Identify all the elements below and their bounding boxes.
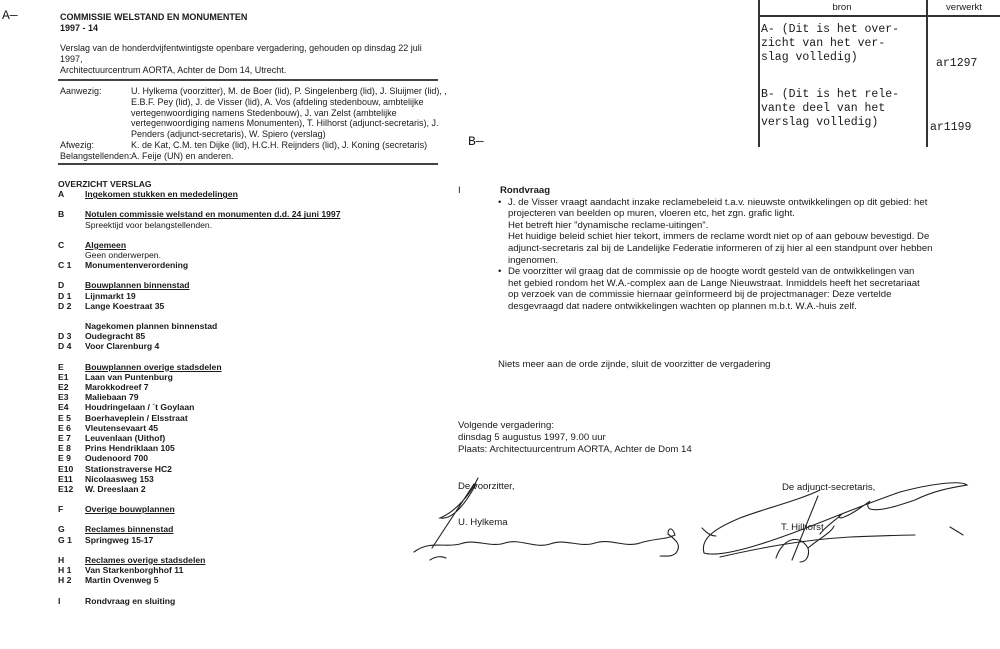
rondvraag-title: Rondvraag — [500, 185, 551, 196]
table-cell-processed: ar1199 — [930, 121, 972, 134]
overview-item-text: Van Starkenborghhof 11 — [85, 565, 184, 576]
source-table — [758, 0, 1000, 147]
rondvraag-section — [458, 185, 948, 313]
table-border — [926, 0, 928, 147]
document-description-1: Verslag van de honderdvijfentwintigste openbare vergadering, gehouden op dinsdag 22 juli 1997, — [60, 43, 422, 64]
attendance-value: A. Feije (UN) en anderen. — [131, 150, 234, 161]
overview-item-code — [58, 321, 85, 331]
attendance-row-absent — [60, 140, 450, 151]
attendance-value: K. de Kat, C.M. ten Dijke (lid), H.C.H. Reijnders (lid), J. Koning (secretaris) — [131, 139, 428, 150]
overview-item-code: E 5 — [58, 412, 71, 423]
overview-item-text: Bouwplannen overige stadsdelen — [85, 361, 222, 372]
overview-item-text: Marokkodreef 7 — [85, 382, 149, 393]
overview-item-code: H 2 — [58, 575, 72, 586]
overview-item-code: D 2 — [58, 300, 72, 311]
overview-item-code: H — [58, 554, 65, 565]
overview-item-text: Prins Hendriklaan 105 — [85, 443, 175, 454]
rondvraag-code: I — [458, 185, 461, 196]
spacer — [58, 311, 438, 321]
overview-item-code: E12 — [58, 484, 74, 495]
overview-item — [58, 362, 438, 372]
attendance-list — [60, 86, 450, 162]
overview-item-text: Lijnmarkt 19 — [85, 290, 136, 301]
overview-item — [58, 596, 438, 606]
overview-item-code — [58, 220, 85, 230]
next-meeting-place: Plaats: Architectuurcentrum AORTA, Achter de Dom 14 — [458, 444, 692, 455]
overview-item-code: E 6 — [58, 422, 71, 433]
overview-item-code: G — [58, 524, 65, 535]
overview-item-text: Oudegracht 85 — [85, 331, 146, 342]
overview-item — [58, 504, 438, 514]
attendance-row-present — [60, 86, 450, 140]
overview-item — [58, 524, 438, 534]
overview-item — [58, 250, 438, 260]
chair-role: De voorzitter, — [458, 481, 515, 492]
secretary-name: T. Hilhorst — [781, 522, 824, 533]
spacer — [58, 230, 438, 240]
table-header-processed: verwerkt — [946, 2, 982, 13]
overview-item-code: E 7 — [58, 433, 71, 444]
overview-item-text: Reclames overige stadsdelen — [85, 554, 206, 565]
overview-item — [58, 240, 438, 250]
rondvraag-bullet — [498, 266, 948, 312]
overview-item-code: E3 — [58, 392, 69, 403]
overview-item — [58, 555, 438, 565]
document-title: COMMISSIE WELSTAND EN MONUMENTEN — [60, 12, 248, 22]
overview-item — [58, 565, 438, 575]
bullet-icon: • — [498, 266, 502, 278]
overview-item-code: E — [58, 361, 64, 372]
overview-item-code: E2 — [58, 382, 69, 393]
overview-item-text: Rondvraag en sluiting — [85, 595, 176, 606]
overview-item-code: D 1 — [58, 290, 72, 301]
overview-item-code: E 9 — [58, 453, 71, 464]
next-meeting-label: Volgende vergadering: — [458, 420, 555, 431]
overview-item-code: G 1 — [58, 534, 72, 545]
overview-item — [58, 321, 438, 331]
overview-item — [58, 220, 438, 230]
overview-item-text: Ingekomen stukken en mededelingen — [85, 189, 238, 200]
spacer — [58, 270, 438, 280]
overview-item — [58, 382, 438, 392]
overview-heading: OVERZICHT VERSLAG — [58, 179, 152, 189]
overview-item-code: E10 — [58, 463, 74, 474]
overview-item-code: B — [58, 209, 65, 220]
next-meeting — [458, 420, 692, 456]
overview-item-code: D 3 — [58, 331, 72, 342]
overview-item — [58, 209, 438, 219]
overview-item-text: Reclames binnenstad — [85, 524, 174, 535]
overview-item-text: Stationstraverse HC2 — [85, 463, 172, 474]
spacer — [58, 545, 438, 555]
overview-item-code: E4 — [58, 402, 69, 413]
overview-item — [58, 453, 438, 463]
overview-item-code: A — [58, 189, 65, 200]
overview-item-code: H 1 — [58, 565, 72, 576]
overview-item-text: Notulen commissie welstand en monumenten d.d. 24 juni 1997 — [85, 209, 341, 220]
overview-item-text: Spreektijd voor belangstellenden. — [85, 219, 213, 230]
table-header-source: bron — [832, 2, 852, 13]
overview-item — [58, 291, 438, 301]
overview-item-code: E 8 — [58, 443, 71, 454]
next-meeting-date: dinsdag 5 augustus 1997, 9.00 uur — [458, 432, 606, 443]
overview-item-text: Boerhaveplein / Elsstraat — [85, 412, 188, 423]
overview-item-text: W. Dreeslaan 2 — [85, 484, 146, 495]
overview-item-text: Laan van Puntenburg — [85, 371, 173, 382]
table-cell-source: B- (Dit is het rele- vante deel van het verslag volledig) — [761, 88, 900, 129]
attendance-value: U. Hylkema (voorzitter), M. de Boer (lid), P. Singelenberg (lid), J. Sluijmer (lid), , E.B.F. Pey (lid), J. de Visser (lid), A. Vos (afdeling stedenbouw, ambtelijke vertegenwoordiging namens Stedenbouw), J. van Zelst (ambtelijke vertegenwoordiging namens Monumenten), T. Hilhorst (adjunct-secretaris), J. Penders (adjunct-secretaris), W. Spiero (verslag) — [131, 86, 447, 140]
overview-item-text: Algemeen — [85, 239, 127, 250]
overview-item — [58, 372, 438, 382]
overview-item — [58, 341, 438, 351]
marker-a: A— — [2, 8, 18, 23]
overview-item — [58, 301, 438, 311]
table-border — [758, 15, 1000, 17]
overview-item-text: Leuvenlaan (Uithof) — [85, 433, 166, 444]
document-header — [60, 12, 440, 76]
overview-item — [58, 423, 438, 433]
overview-item-code: D — [58, 280, 65, 291]
rondvraag-bullet — [498, 197, 948, 267]
overview-item-text: Nagekomen plannen binnenstad — [85, 321, 218, 332]
overview-item-text: Vleutensevaart 45 — [85, 422, 159, 433]
overview-item-code: D 4 — [58, 341, 72, 352]
attendance-label: Aanwezig: — [60, 86, 102, 96]
spacer — [58, 199, 438, 209]
overview-item — [58, 443, 438, 453]
table-cell-source: A- (Dit is het over- zicht van het ver- slag volledig) — [761, 23, 900, 64]
overview-item-text: Nicolaasweg 153 — [85, 473, 154, 484]
rondvraag-heading — [458, 185, 948, 197]
overview-item — [58, 280, 438, 290]
secretary-role: De adjunct-secretaris, — [782, 482, 876, 493]
overview-item — [58, 402, 438, 412]
overview-item-code: I — [58, 595, 61, 606]
overview-item-text: Bouwplannen binnenstad — [85, 280, 190, 291]
overview-items — [58, 189, 438, 606]
overview-item-text: Oudenoord 700 — [85, 453, 149, 464]
overview-item-text: Houdringelaan / ´t Goylaan — [85, 402, 195, 413]
overview-item — [58, 189, 438, 199]
overview-item-text: Lange Koestraat 35 — [85, 300, 165, 311]
marker-b: B— — [468, 134, 484, 149]
spacer — [58, 494, 438, 504]
table-cell-processed: ar1297 — [936, 57, 978, 70]
attendance-row-interested — [60, 151, 450, 162]
spacer — [58, 514, 438, 524]
divider — [58, 79, 438, 81]
chair-signature — [414, 478, 678, 556]
overview-item — [58, 474, 438, 484]
overview-item — [58, 464, 438, 474]
overview-item-code — [58, 250, 85, 260]
overview-item-text: Springweg 15-17 — [85, 534, 154, 545]
spacer — [58, 586, 438, 596]
attendance-label: Belangstellenden: — [60, 150, 132, 161]
overview-item-text: Monumentenverordening — [85, 260, 189, 271]
overview-item-code: F — [58, 504, 64, 515]
overview-item-text: Geen onderwerpen. — [85, 250, 161, 261]
overview-item-text: Overige bouwplannen — [85, 504, 175, 515]
overview-item — [58, 535, 438, 545]
closing-text: Niets meer aan de orde zijnde, sluit de voorzitter de vergadering — [498, 359, 771, 370]
overview-item — [58, 331, 438, 341]
document-description-2: Architectuurcentrum AORTA, Achter de Dom 14, Utrecht. — [60, 65, 287, 75]
secretary-signature — [703, 483, 967, 562]
overview-item — [58, 433, 438, 443]
rondvraag-bullet-text: De voorzitter wil graag dat de commissie op de hoogte wordt gesteld van de ontwikkelingen van het gebied rondom het W.A.-complex aan de Lange Nieuwstraat. Inmiddels heeft het secretariaat op verzoek van de commissie hiernaar geïnformeerd bij de projectmanager: Deze vertelde desgevraagd dat nadere ontwikkelingen wachten op plannen m.b.t. W.A.-huis zelf. — [508, 266, 920, 312]
table-border — [758, 0, 760, 147]
overview-item — [58, 575, 438, 585]
chair-name: U. Hylkema — [458, 517, 508, 528]
rondvraag-bullet-text: J. de Visser vraagt aandacht inzake reclamebeleid t.a.v. nieuwste ontwikkelingen op dit gebied: het projecteren van beelden op muren, vloeren etc, het zgn. grafic light. Het betreft hier "dynamische reclame-uitingen". Het huidige beleid schiet hier tekort, immers de reclame wordt niet op of aan gebouw bevestigd. De adjunct-secretaris zal bij de Landelijke Federatie informeren of zij hier al een standpunt over hebben ingenomen. — [508, 196, 933, 266]
document-number: 1997 - 14 — [60, 23, 99, 33]
spacer — [58, 352, 438, 362]
overview-item-text: Voor Clarenburg 4 — [85, 341, 160, 352]
bullet-icon: • — [498, 196, 502, 208]
overview-item-code: E11 — [58, 473, 73, 484]
overview-item-text: Martin Ovenweg 5 — [85, 575, 159, 586]
overview-item — [58, 392, 438, 402]
overview-item-code: C 1 — [58, 260, 72, 271]
overview-item-code: E1 — [58, 371, 69, 382]
attendance-label: Afwezig: — [60, 139, 95, 150]
divider — [58, 163, 438, 165]
overview-item — [58, 260, 438, 270]
overview-item — [58, 413, 438, 423]
overview-item-code: C — [58, 239, 65, 250]
overview-section — [58, 179, 438, 606]
overview-item-text: Maliebaan 79 — [85, 392, 139, 403]
overview-item — [58, 484, 438, 494]
